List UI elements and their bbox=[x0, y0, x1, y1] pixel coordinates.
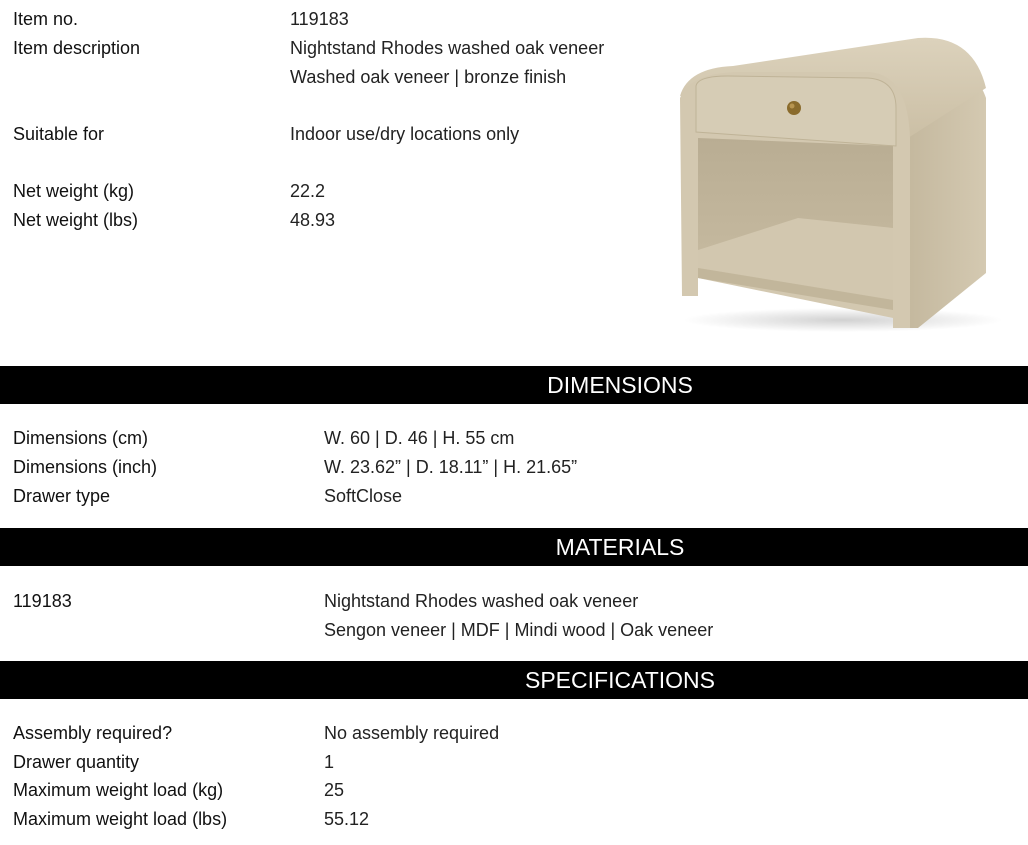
item-no-label: Item no. bbox=[13, 9, 79, 29]
dimensions-section-header bbox=[0, 366, 1028, 404]
assembly-required-value: No assembly required bbox=[324, 723, 500, 743]
nightstand-product-image bbox=[668, 28, 1018, 336]
dimensions-cm-label: Dimensions (cm) bbox=[13, 428, 149, 448]
specifications-title: SPECIFICATIONS bbox=[525, 667, 715, 693]
specifications-section-header bbox=[0, 661, 1028, 699]
dimensions-inch-value: W. 23.62” | D. 18.11” | H. 21.65” bbox=[324, 457, 578, 477]
net-weight-kg-value: 22.2 bbox=[290, 181, 326, 201]
net-weight-lbs-value: 48.93 bbox=[290, 210, 336, 230]
max-weight-lbs-label: Maximum weight load (lbs) bbox=[13, 809, 228, 829]
assembly-required-label: Assembly required? bbox=[13, 723, 173, 743]
max-weight-lbs-value: 55.12 bbox=[324, 809, 370, 829]
drawer-quantity-value: 1 bbox=[324, 752, 335, 772]
materials-item-code: 119183 bbox=[13, 591, 72, 611]
max-weight-kg-label: Maximum weight load (kg) bbox=[13, 780, 224, 800]
suitable-for-value: Indoor use/dry locations only bbox=[290, 124, 520, 144]
suitable-for-label: Suitable for bbox=[13, 124, 105, 144]
max-weight-kg-value: 25 bbox=[324, 780, 345, 800]
materials-title: MATERIALS bbox=[555, 534, 685, 560]
materials-section-header bbox=[0, 528, 1028, 566]
item-description-value: Nightstand Rhodes washed oak veneer bbox=[290, 38, 605, 58]
drawer-type-label: Drawer type bbox=[13, 486, 111, 506]
net-weight-kg-label: Net weight (kg) bbox=[13, 181, 135, 201]
item-description-label: Item description bbox=[13, 38, 141, 58]
dimensions-title: DIMENSIONS bbox=[547, 372, 693, 398]
dimensions-cm-value: W. 60 | D. 46 | H. 55 cm bbox=[324, 428, 515, 448]
drawer-type-value: SoftClose bbox=[324, 486, 403, 506]
item-description-finish: Washed oak veneer | bronze finish bbox=[290, 67, 567, 87]
dimensions-inch-label: Dimensions (inch) bbox=[13, 457, 158, 477]
item-no-value: 119183 bbox=[290, 9, 349, 29]
drawer-quantity-label: Drawer quantity bbox=[13, 752, 140, 772]
net-weight-lbs-label: Net weight (lbs) bbox=[13, 210, 139, 230]
materials-list: Sengon veneer | MDF | Mindi wood | Oak veneer bbox=[324, 620, 714, 640]
materials-item-name: Nightstand Rhodes washed oak veneer bbox=[324, 591, 639, 611]
